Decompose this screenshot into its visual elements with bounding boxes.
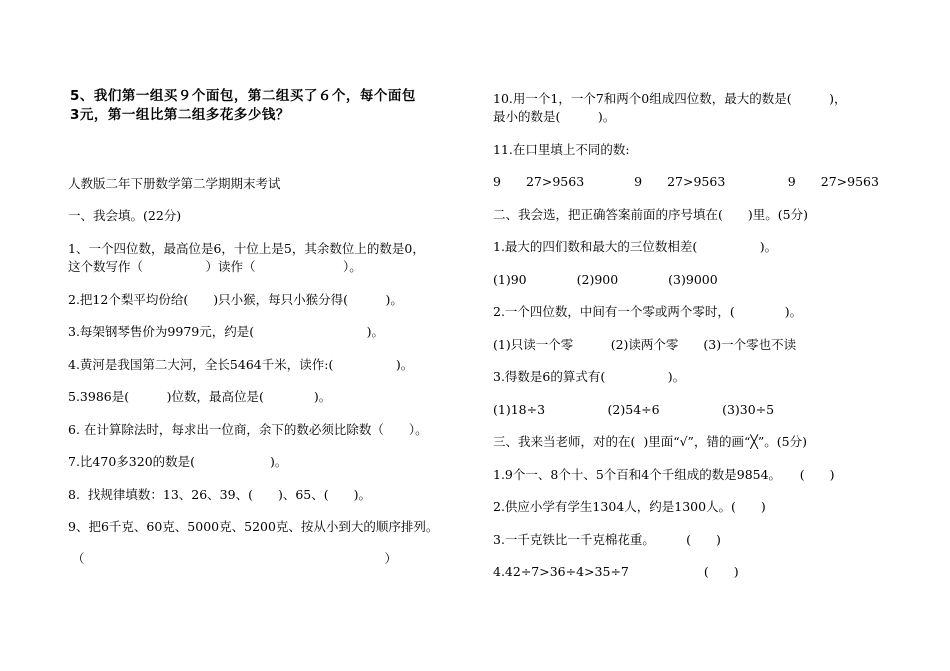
- question-10-line2: 最小的数是( )。: [493, 109, 616, 124]
- problem-5-line1: 5、我们第一组买９个面包，第二组买了６个，每个面包: [70, 88, 416, 104]
- judge-2: 2.供应小学有学生1304人，约是1300人。( ): [493, 499, 766, 514]
- judge-4: 4.42÷7>36÷4>35÷7 ( ): [493, 564, 739, 579]
- section-3-heading: 三、我来当老师，对的在( )里面“√”，错的画“╳”。(5分): [493, 434, 807, 449]
- section-1-heading: 一、我会填。(22分): [68, 208, 182, 223]
- choice-2-options: (1)只读一个零 (2)读两个零 (3)一个零也不读: [493, 337, 797, 352]
- question-11: 11.在口里填上不同的数:: [493, 142, 630, 157]
- judge-1: 1.9个一、8个十、5个百和4个千组成的数是9854。 ( ): [493, 467, 835, 482]
- choice-3: 3.得数是6的算式有( )。: [493, 369, 686, 384]
- question-2: 2.把12个梨平均份给( )只小猴，每只小猴分得( )。: [68, 292, 403, 307]
- question-8: 8. 找规律填数：13、26、39、( )、65、( )。: [68, 487, 372, 502]
- problem-5-line2: 3元，第一组比第二组多花多少钱？: [70, 107, 290, 123]
- question-7: 7.比470多320的数是( )。: [68, 454, 288, 469]
- section-2-heading: 二、我会选，把正确答案前面的序号填在( )里。(5分): [493, 207, 808, 222]
- judge-3: 3.一千克铁比一千克棉花重。 ( ): [493, 532, 721, 547]
- choice-2: 2.一个四位数，中间有一个零或两个零时，( )。: [493, 304, 803, 319]
- choice-3-options: (1)18÷3 (2)54÷6 (3)30÷5: [493, 402, 775, 417]
- choice-1: 1.最大的四们数和最大的三位数相差( )。: [493, 239, 778, 254]
- question-9-answer-blank: （ ）: [72, 551, 398, 566]
- question-1-line2: 这个数写作（ ）读作（ ）。: [68, 259, 362, 274]
- question-9: 9、把6千克、60克、5000克、5200克、按从小到大的顺序排列。: [68, 519, 439, 534]
- choice-1-options: (1)90 (2)900 (3)9000: [493, 272, 718, 287]
- question-3: 3.每架钢琴售价为9979元，约是( )。: [68, 324, 384, 339]
- question-10-line1: 10.用一个1，一个7和两个0组成四位数，最大的数是( )，: [493, 91, 847, 106]
- question-5: 5.3986是( )位数，最高位是( )。: [68, 389, 332, 404]
- exam-title: 人教版二年下册数学第二学期期末考试: [68, 176, 281, 191]
- question-4: 4.黄河是我国第二大河，全长5464千米，读作:( )。: [68, 357, 414, 372]
- question-11-items: 9 27>9563 9 27>9563 9 27>9563: [493, 174, 879, 189]
- question-1-line1: 1、一个四位数，最高位是6，十位上是5，其余数位上的数是0，: [68, 241, 425, 256]
- question-6: 6. 在计算除法时，每求出一位商，余下的数必须比除数（ ）。: [68, 422, 428, 437]
